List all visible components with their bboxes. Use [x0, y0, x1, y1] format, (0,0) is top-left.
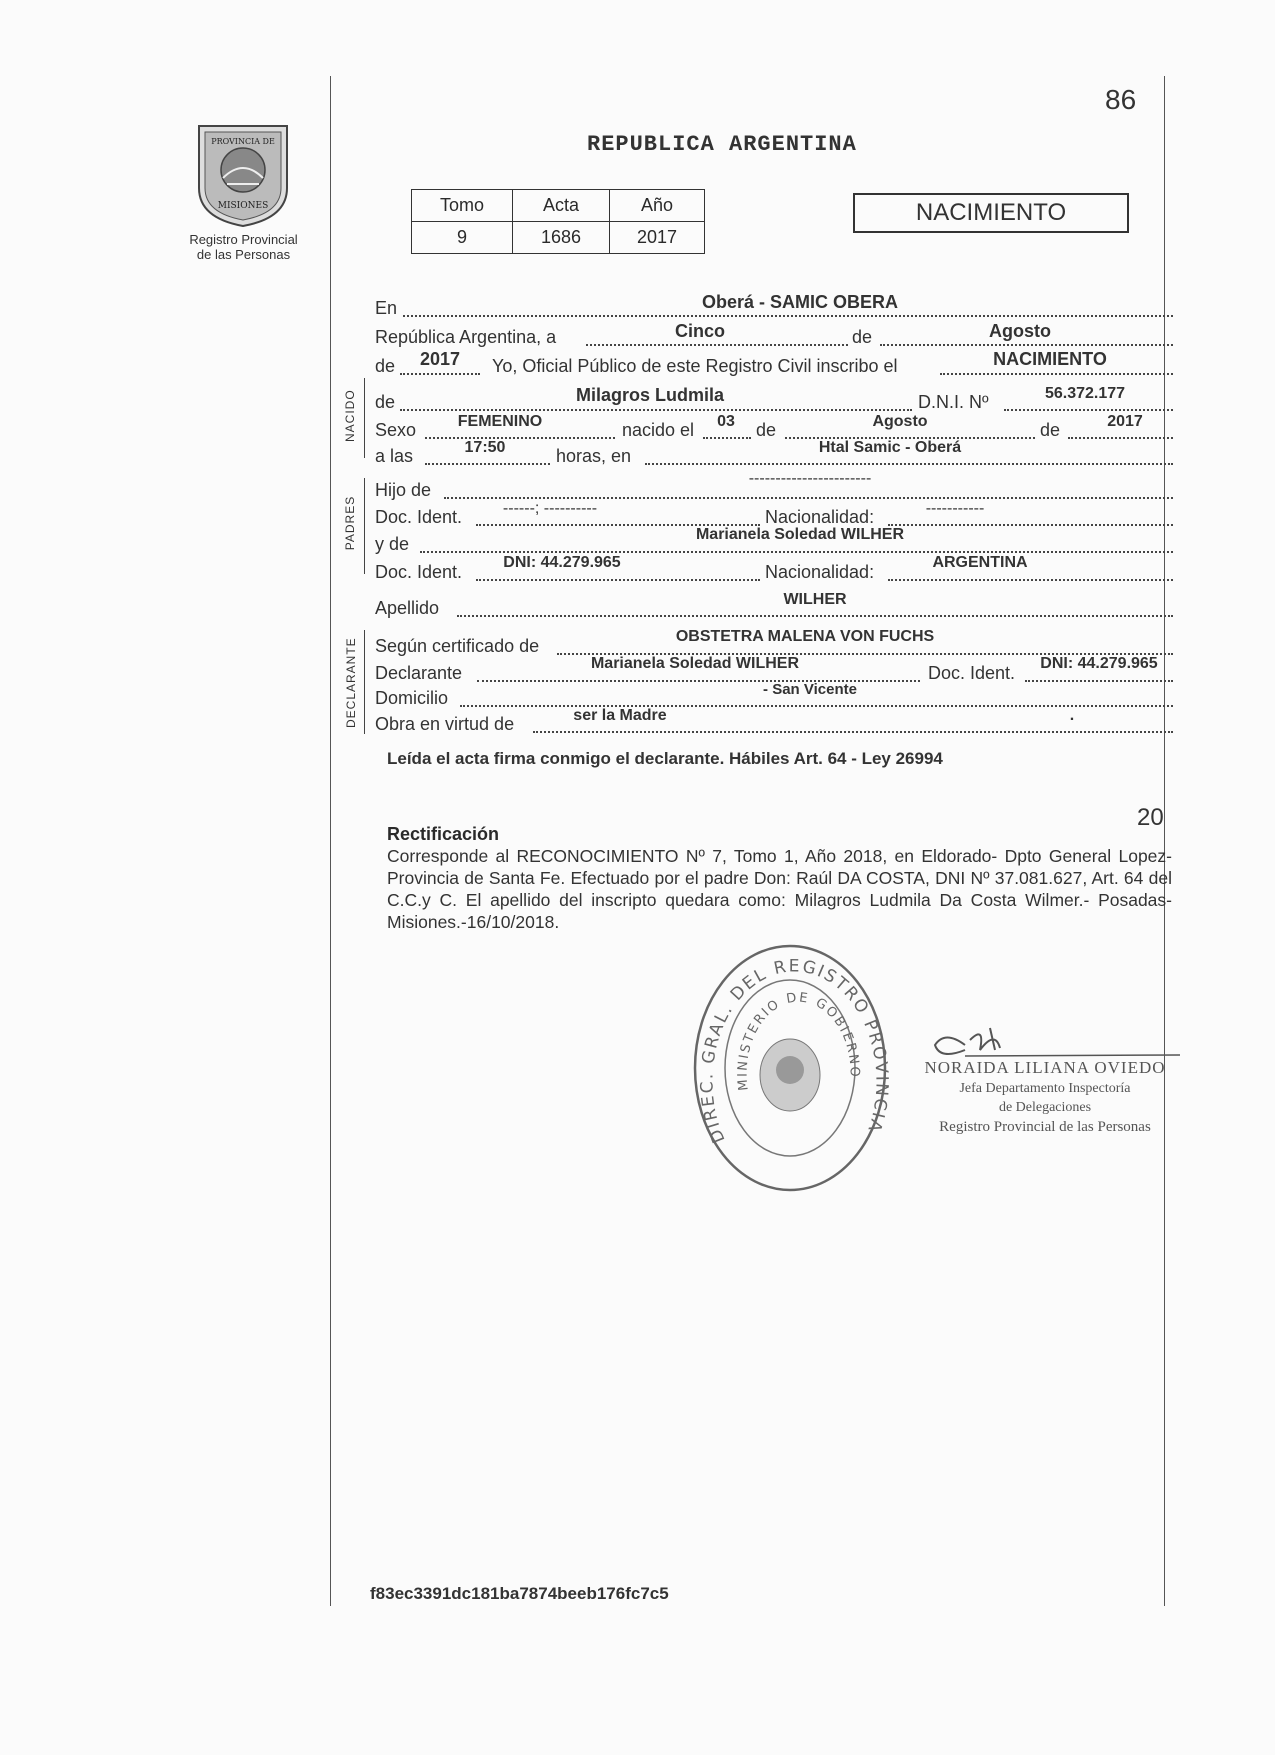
dotted-line: [1068, 437, 1173, 439]
dotted-line: [1004, 409, 1173, 411]
header-anio: Año: [610, 190, 705, 222]
reference-table-header: [412, 190, 705, 222]
value-hora: 17:50: [464, 439, 506, 456]
dotted-line: [586, 344, 848, 346]
value-sexo: FEMENINO: [457, 413, 543, 430]
value-dni: 56.372.177: [1044, 385, 1126, 402]
left-margin-line: [330, 76, 331, 1606]
dotted-line: [880, 344, 1173, 346]
value-madre-nac: ARGENTINA: [932, 554, 1028, 571]
padres-divider: [364, 478, 365, 574]
dotted-line: [457, 615, 1173, 617]
nacido-divider: [364, 378, 365, 458]
value-acta: 1686: [513, 222, 610, 254]
dotted-line: [533, 731, 1173, 733]
label-de-anio: de: [1040, 420, 1061, 440]
label-segun-certificado: Según certificado de: [375, 636, 540, 656]
section-padres: PADRES: [343, 495, 357, 551]
rectificacion-text: Corresponde al RECONOCIMIENTO Nº 7, Tomo 1, Año 2018, en Eldorado- Dpto General Lopez- Provincia de Santa Fe. Efectuado por el padre Don: Raúl DA COSTA, DNI Nº 37.081.627, Art. 64 del C.C.y C. El apellido del inscripto quedara como: Milagros Ludmila Da Costa Wilmer.- Posadas- Misiones.-16/10/2018.: [387, 846, 1172, 932]
document-hash: f83ec3391dc181ba7874beeb176fc7c5: [370, 1584, 669, 1603]
label-en: En: [375, 298, 398, 318]
value-anio: 2017: [419, 349, 461, 369]
value-dia-letras: Cinco: [674, 321, 725, 341]
logo-caption-line2: de las Personas: [196, 247, 291, 262]
signer-role1: Jefa Departamento Inspectoría: [959, 1081, 1131, 1096]
header-acta: Acta: [513, 190, 610, 222]
value-mes-nac: Agosto: [872, 413, 928, 430]
value-dia-nac: 03: [717, 413, 735, 430]
label-sexo: Sexo: [375, 420, 417, 440]
page-number: 86: [1105, 84, 1137, 115]
value-tipo: NACIMIENTO: [993, 349, 1107, 369]
value-declarante: Marianela Soledad WILHER: [590, 655, 800, 672]
dotted-line: [1025, 680, 1173, 682]
value-certificado: OBSTETRA MALENA VON FUCHS: [675, 628, 935, 645]
value-padre-nac: -----------: [925, 500, 985, 517]
dotted-line: [425, 463, 550, 465]
svg-text:DIREC. GRAL. DEL REGISTRO PROV: DIREC. GRAL. DEL REGISTRO PROVINCIA: [697, 956, 890, 1146]
signer-name: NORAIDA LILIANA OVIEDO: [924, 1058, 1166, 1077]
dotted-line: [476, 579, 760, 581]
act-type-box: NACIMIENTO: [853, 193, 1129, 233]
label-doc-ident-1: Doc. Ident.: [375, 507, 463, 527]
value-lugar-nac: Htal Samic - Oberá: [818, 439, 962, 456]
label-hijo-de: Hijo de: [375, 480, 432, 500]
dotted-line: [645, 463, 1173, 465]
label-de-mes: de: [756, 420, 777, 440]
label-doc-ident-decl: Doc. Ident.: [928, 663, 1016, 683]
dotted-line: [400, 409, 912, 411]
signer-role2: de Delegaciones: [998, 1100, 1092, 1115]
value-padre: -----------------------: [748, 470, 872, 487]
value-madre: Marianela Soledad WILHER: [695, 526, 905, 543]
registry-logo: [183, 118, 303, 228]
label-horas-en: horas, en: [556, 446, 632, 466]
value-apellido: WILHER: [783, 591, 847, 608]
rectificacion-title: Rectificación: [387, 824, 500, 844]
closing-note: Leída el acta firma conmigo el declarante. Hábiles Art. 64 - Ley 26994: [387, 749, 943, 768]
label-dni: D.N.I. Nº: [918, 392, 989, 412]
label-de2: de: [375, 356, 396, 376]
label-republica: República Argentina, a: [375, 327, 557, 347]
dotted-line: [888, 579, 1173, 581]
label-declarante: Declarante: [375, 663, 463, 683]
value-madre-doc: DNI: 44.279.965: [503, 554, 621, 571]
label-nacionalidad-2: Nacionalidad:: [765, 562, 875, 582]
right-margin-line: [1164, 76, 1165, 1606]
label-doc-ident-2: Doc. Ident.: [375, 562, 463, 582]
svg-text:MINISTERIO DE GOBIERNO: MINISTERIO DE GOBIERNO: [735, 990, 862, 1092]
section-nacido: NACIDO: [343, 389, 357, 442]
label-apellido: Apellido: [375, 598, 440, 618]
label-nacido-el: nacido el: [622, 420, 695, 440]
section-declarante: DECLARANTE: [344, 637, 358, 728]
value-declarante-doc: DNI: 44.279.965: [1040, 655, 1158, 672]
reference-table: [411, 189, 705, 254]
dotted-line: [703, 437, 751, 439]
label-nacionalidad-1: Nacionalidad:: [765, 507, 875, 527]
value-tomo: 9: [412, 222, 513, 254]
label-y-de: y de: [375, 534, 410, 554]
dotted-line: [400, 373, 480, 375]
signer-org: Registro Provincial de las Personas: [939, 1119, 1151, 1135]
label-a-las: a las: [375, 446, 414, 466]
dotted-line: [403, 315, 1173, 317]
value-nombre: Milagros Ludmila: [575, 385, 725, 405]
label-de: de: [852, 327, 873, 347]
label-yo: Yo, Oficial Público de este Registro Civil inscribo el: [492, 356, 898, 376]
value-anio-nac: 2017: [1107, 413, 1143, 430]
svg-text:MISIONES: MISIONES: [217, 201, 269, 211]
logo-caption: [176, 232, 311, 262]
value-domicilio: - San Vicente: [763, 681, 857, 698]
dotted-line: [420, 551, 1173, 553]
label-de-nombre: de: [375, 392, 396, 412]
official-stamp: [690, 940, 890, 1195]
reference-table-values: [412, 222, 705, 254]
value-obra-en-virtud: ser la Madre: [573, 707, 667, 724]
value-padre-doc: ------; ----------: [502, 500, 598, 517]
document-title: REPUBLICA ARGENTINA: [587, 132, 857, 157]
dotted-line: [444, 497, 1173, 499]
dotted-line: [940, 373, 1173, 375]
provincial-seal-icon: [183, 118, 303, 228]
official-stamp-icon: [690, 940, 890, 1195]
logo-caption-line1: Registro Provincial: [189, 232, 298, 247]
label-domicilio: Domicilio: [375, 688, 449, 708]
value-mes: Agosto: [989, 321, 1051, 341]
rectificacion-number: 20: [1137, 804, 1164, 831]
header-tomo: Tomo: [412, 190, 513, 222]
value-obra-end: .: [1069, 707, 1075, 724]
declarante-divider: [364, 630, 365, 734]
value-anio: 2017: [610, 222, 705, 254]
label-obra-en-virtud: Obra en virtud de: [375, 714, 515, 734]
svg-text:PROVINCIA DE: PROVINCIA DE: [211, 137, 275, 146]
value-lugar: Oberá - SAMIC OBERA: [701, 292, 899, 312]
